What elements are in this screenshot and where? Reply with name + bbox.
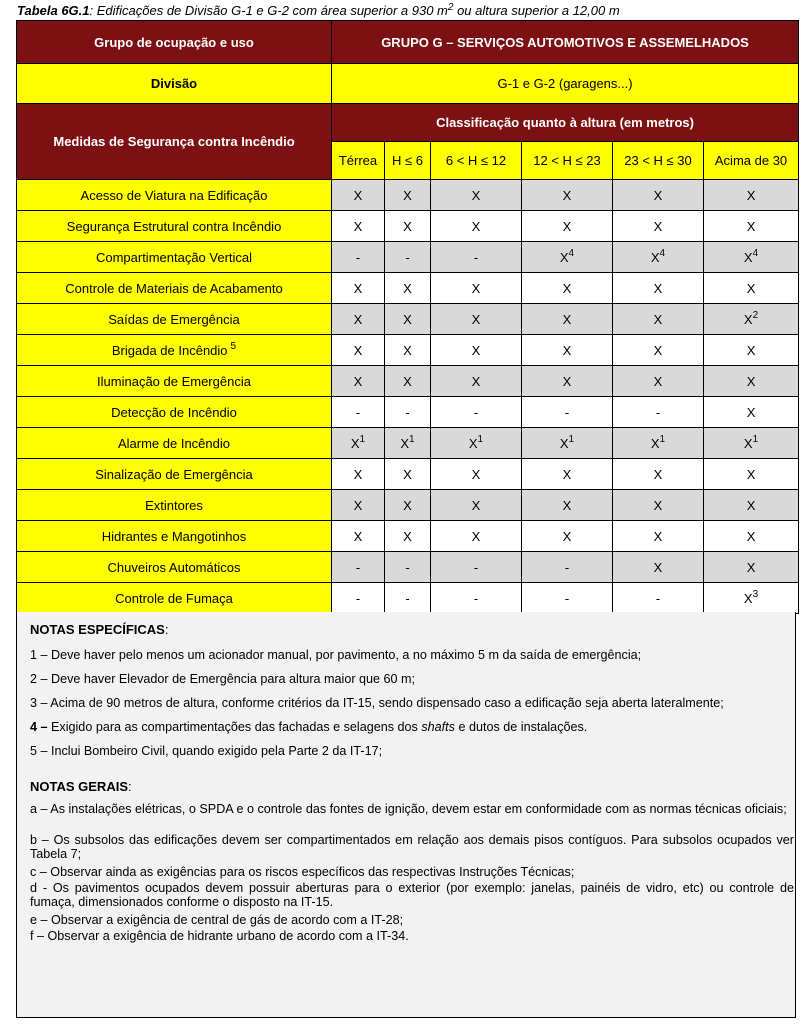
requirement-cell: [332, 552, 385, 583]
notes-panel: [16, 612, 796, 1018]
specific-note-4-text-c: e dutos de instalações.: [454, 720, 588, 734]
measure-name: [17, 242, 332, 273]
requirement-cell: [704, 273, 799, 304]
specific-notes-colon: :: [164, 622, 169, 637]
requirement-mark: -: [405, 404, 410, 420]
requirement-cell: [522, 459, 613, 490]
requirement-cell: [332, 304, 385, 335]
requirement-mark: X: [353, 373, 363, 389]
requirement-note-ref: 1: [659, 433, 666, 445]
requirement-mark: X: [653, 280, 663, 296]
requirement-mark: X: [353, 466, 363, 482]
requirement-mark: X: [746, 342, 756, 358]
requirement-mark: X: [403, 311, 412, 327]
measure-name-text: Alarme de Incêndio: [117, 435, 230, 451]
requirement-mark: -: [564, 590, 570, 606]
measure-name-text: Controle de Materiais de Acabamento: [65, 280, 283, 296]
requirement-mark: X: [353, 187, 363, 203]
measure-name-text: Hidrantes e Mangotinhos: [101, 528, 247, 544]
table-row: [17, 459, 799, 490]
measure-name: [17, 397, 332, 428]
measure-name: [17, 335, 332, 366]
requirement-mark: X: [562, 342, 572, 358]
requirement-cell: [613, 304, 704, 335]
general-note-a: a – As instalações elétricas, o SPDA e o controle das fontes de ignição, devem estar em conformidade com as normas técnicas oficiais;: [30, 802, 787, 816]
general-notes-colon: :: [128, 779, 132, 794]
measure-name: [17, 366, 332, 397]
requirement-cell: [522, 211, 613, 242]
requirement-mark: X: [403, 187, 412, 203]
requirement-cell: [704, 211, 799, 242]
general-note-c: c – Observar ainda as exigências para os riscos específicos das respectivas Instruções Técnicas;: [30, 865, 575, 879]
general-note-e: e – Observar a exigência de central de gás de acordo com a IT-28;: [30, 913, 404, 927]
requirement-mark: -: [405, 559, 410, 575]
measure-name: [17, 180, 332, 211]
requirement-cell: [385, 459, 431, 490]
column-header: 6 < H ≤ 12: [431, 142, 522, 180]
requirement-cell: [385, 552, 431, 583]
measure-name-text: Brigada de Incêndio: [111, 342, 228, 358]
division-label: Divisão: [17, 64, 332, 104]
requirement-cell: [522, 366, 613, 397]
table-caption: [17, 3, 620, 18]
requirement-cell: [332, 180, 385, 211]
requirement-mark: X: [403, 342, 412, 358]
requirement-mark: X: [403, 528, 412, 544]
column-header: H ≤ 6: [385, 142, 431, 180]
requirement-cell: [385, 242, 431, 273]
requirement-mark: -: [564, 404, 570, 420]
requirement-mark: -: [655, 590, 661, 606]
specific-note-3: 3 – Acima de 90 metros de altura, conforme critérios da IT-15, sendo dispensado caso a edificação seja aberta lateralmente;: [30, 696, 724, 710]
requirement-cell: [704, 490, 799, 521]
requirement-mark: -: [473, 590, 479, 606]
requirement-cell: [332, 397, 385, 428]
requirement-note-ref: 2: [752, 309, 759, 321]
requirement-cell: [704, 459, 799, 490]
requirement-mark: X: [471, 528, 481, 544]
requirement-mark: X: [562, 311, 572, 327]
requirement-mark: X: [653, 187, 663, 203]
requirement-note-ref: 4: [659, 247, 666, 259]
requirement-cell: [431, 242, 522, 273]
measure-name-text: Iluminação de Emergência: [97, 373, 251, 389]
requirement-cell: [385, 211, 431, 242]
requirement-cell: [522, 273, 613, 304]
requirement-mark: X: [403, 218, 412, 234]
requirement-cell: [332, 366, 385, 397]
requirement-mark: X: [562, 280, 572, 296]
requirement-mark: X: [403, 466, 412, 482]
caption-text: : Edificações de Divisão G-1 e G-2 com área superior a 930 m: [89, 3, 448, 18]
requirement-cell: [613, 428, 704, 459]
requirement-cell: [332, 242, 385, 273]
requirement-mark: X: [471, 311, 481, 327]
requirement-cell: [613, 335, 704, 366]
requirement-mark: X: [746, 280, 756, 296]
requirement-mark: X: [653, 559, 663, 575]
general-note-b: b – Os subsolos das edificações devem ser compartimentados em relação aos demais pisos contíguos. Para subsolos ocupados ver Tabela 7;: [30, 833, 794, 861]
measure-name: [17, 490, 332, 521]
specific-note-4: [30, 720, 587, 734]
measure-name-text: Chuveiros Automáticos: [107, 559, 241, 575]
requirement-cell: [613, 273, 704, 304]
requirement-mark: X: [559, 249, 569, 265]
requirement-mark: X: [471, 497, 481, 513]
requirement-mark: X: [653, 497, 663, 513]
requirement-mark: X: [353, 280, 363, 296]
requirement-cell: [332, 273, 385, 304]
requirement-mark: -: [405, 249, 410, 265]
requirement-note-ref: 1: [409, 433, 415, 445]
requirement-mark: X: [653, 466, 663, 482]
requirement-mark: X: [353, 342, 363, 358]
table-row: [17, 552, 799, 583]
requirement-mark: -: [355, 249, 361, 265]
requirement-cell: [385, 428, 431, 459]
measure-name-text: Compartimentação Vertical: [95, 249, 253, 265]
measure-name: [17, 211, 332, 242]
requirement-mark: X: [746, 218, 756, 234]
general-notes-heading: NOTAS GERAIS: [30, 779, 128, 794]
requirement-cell: [431, 180, 522, 211]
requirement-mark: X: [471, 187, 481, 203]
requirement-mark: X: [653, 218, 663, 234]
requirement-mark: X: [562, 497, 572, 513]
requirement-mark: X: [746, 466, 756, 482]
requirement-mark: -: [473, 249, 479, 265]
requirement-mark: -: [355, 590, 361, 606]
requirement-mark: X: [653, 528, 663, 544]
column-header: 23 < H ≤ 30: [613, 142, 704, 180]
measure-name: [17, 428, 332, 459]
general-notes-title: [30, 779, 132, 794]
classification-label: Classificação quanto à altura (em metros): [332, 104, 799, 142]
requirement-cell: [613, 211, 704, 242]
requirement-cell: [431, 273, 522, 304]
division-value: G-1 e G-2 (garagens...): [332, 64, 799, 104]
requirement-mark: X: [562, 187, 572, 203]
requirement-cell: [522, 490, 613, 521]
requirement-mark: X: [562, 528, 572, 544]
requirement-cell: [385, 366, 431, 397]
requirement-mark: X: [562, 218, 572, 234]
requirement-cell: [522, 304, 613, 335]
requirement-mark: -: [473, 404, 479, 420]
requirement-cell: [704, 428, 799, 459]
requirement-cell: [431, 366, 522, 397]
requirement-mark: X: [653, 373, 663, 389]
table-row: [17, 521, 799, 552]
requirement-cell: [522, 397, 613, 428]
measures-table: [16, 20, 799, 614]
requirement-mark: X: [471, 280, 481, 296]
requirement-cell: [704, 335, 799, 366]
measure-name-text: Segurança Estrutural contra Incêndio: [66, 218, 282, 234]
requirement-cell: [522, 583, 613, 614]
table-row: [17, 304, 799, 335]
requirement-cell: [704, 397, 799, 428]
measure-name-text: Controle de Fumaça: [115, 590, 233, 606]
requirement-cell: [431, 490, 522, 521]
requirement-mark: X: [400, 435, 410, 451]
requirement-cell: [385, 397, 431, 428]
specific-note-2: 2 – Deve haver Elevador de Emergência para altura maior que 60 m;: [30, 672, 416, 686]
requirement-mark: -: [405, 590, 410, 606]
requirement-note-ref: 4: [752, 247, 759, 259]
requirement-mark: X: [353, 218, 363, 234]
general-note-f: f – Observar a exigência de hidrante urbano de acordo com a IT-34.: [30, 929, 409, 943]
requirement-mark: X: [746, 559, 756, 575]
requirement-cell: [522, 180, 613, 211]
measure-name: [17, 521, 332, 552]
requirement-cell: [522, 552, 613, 583]
requirement-cell: [431, 428, 522, 459]
requirement-cell: [431, 583, 522, 614]
requirement-cell: [613, 180, 704, 211]
requirement-cell: [431, 397, 522, 428]
requirement-mark: X: [353, 497, 363, 513]
general-note-d: d - Os pavimentos ocupados devem possuir aberturas para o exterior (por exemplo: janelas, painéis de vidro, etc) ou controle de fumaça, dimensionados conforme o disposto na IT-15.: [30, 881, 794, 909]
requirement-cell: [613, 521, 704, 552]
requirement-cell: [385, 583, 431, 614]
requirement-cell: [704, 180, 799, 211]
requirement-mark: X: [743, 311, 753, 327]
requirement-mark: X: [746, 404, 756, 420]
requirement-mark: X: [471, 466, 481, 482]
measure-name: [17, 583, 332, 614]
requirement-note-ref: 1: [477, 433, 484, 445]
requirement-mark: X: [471, 373, 481, 389]
requirement-cell: [613, 583, 704, 614]
caption-tail: ou altura superior a 12,00 m: [453, 3, 620, 18]
requirement-mark: X: [653, 311, 663, 327]
requirement-mark: -: [564, 559, 570, 575]
measure-name: [17, 304, 332, 335]
measures-label: Medidas de Segurança contra Incêndio: [17, 104, 332, 180]
requirement-cell: [613, 490, 704, 521]
requirement-cell: [332, 335, 385, 366]
measure-name-text: Sinalização de Emergência: [95, 466, 253, 482]
requirement-mark: X: [746, 373, 756, 389]
requirement-mark: X: [403, 497, 412, 513]
requirement-cell: [522, 242, 613, 273]
table-row: [17, 242, 799, 273]
column-header: Térrea: [332, 142, 385, 180]
specific-note-5: 5 – Inclui Bombeiro Civil, quando exigido pela Parte 2 da IT-17;: [30, 744, 383, 758]
requirement-mark: X: [562, 466, 572, 482]
table-row: [17, 397, 799, 428]
requirement-note-ref: 3: [752, 588, 759, 600]
requirement-cell: [385, 273, 431, 304]
requirement-cell: [431, 335, 522, 366]
requirement-cell: [704, 552, 799, 583]
measure-name-text: Acesso de Viatura na Edificação: [80, 187, 268, 203]
requirement-mark: X: [746, 187, 756, 203]
requirement-mark: X: [559, 435, 569, 451]
table-row: [17, 273, 799, 304]
measure-name-text: Extintores: [145, 497, 203, 513]
requirement-cell: [431, 521, 522, 552]
table-row: [17, 180, 799, 211]
requirement-mark: X: [353, 528, 363, 544]
specific-note-4-text-a: Exigido para as compartimentações das fachadas e selagens dos: [47, 720, 422, 734]
specific-notes-heading: NOTAS ESPECÍFICAS: [30, 622, 165, 637]
requirement-mark: X: [743, 435, 753, 451]
requirement-mark: X: [746, 528, 756, 544]
requirement-cell: [332, 490, 385, 521]
requirement-cell: [613, 552, 704, 583]
requirement-cell: [431, 552, 522, 583]
requirement-cell: [704, 242, 799, 273]
table-row: [17, 366, 799, 397]
requirement-cell: [613, 242, 704, 273]
requirement-mark: X: [562, 373, 572, 389]
table-row: [17, 211, 799, 242]
requirement-mark: X: [468, 435, 478, 451]
caption-label: Tabela 6G.1: [17, 3, 90, 18]
requirement-cell: [613, 459, 704, 490]
requirement-cell: [431, 304, 522, 335]
specific-notes-title: [30, 622, 168, 637]
requirement-cell: [522, 521, 613, 552]
measure-name: [17, 273, 332, 304]
requirement-cell: [332, 211, 385, 242]
measure-name: [17, 459, 332, 490]
requirement-cell: [385, 521, 431, 552]
measure-name-text: Detecção de Incêndio: [111, 404, 237, 420]
requirement-cell: [385, 335, 431, 366]
requirement-note-ref: 1: [359, 433, 366, 445]
requirement-mark: -: [473, 559, 479, 575]
specific-note-4-text-b: shafts: [421, 720, 455, 734]
requirement-mark: -: [655, 404, 661, 420]
requirement-cell: [385, 180, 431, 211]
requirement-mark: X: [743, 249, 753, 265]
table-row: [17, 583, 799, 614]
table-row: [17, 335, 799, 366]
requirement-cell: [613, 397, 704, 428]
requirement-mark: X: [471, 342, 481, 358]
requirement-cell: [332, 459, 385, 490]
column-header: 12 < H ≤ 23: [522, 142, 613, 180]
requirement-mark: X: [650, 249, 660, 265]
requirement-mark: X: [403, 373, 412, 389]
table-row: [17, 428, 799, 459]
column-header: Acima de 30: [704, 142, 799, 180]
requirement-cell: [704, 583, 799, 614]
requirement-cell: [704, 304, 799, 335]
requirement-cell: [332, 583, 385, 614]
requirement-cell: [522, 335, 613, 366]
requirement-cell: [704, 366, 799, 397]
requirement-mark: X: [743, 590, 753, 606]
requirement-mark: X: [353, 311, 363, 327]
requirement-note-ref: 4: [568, 247, 575, 259]
requirement-mark: X: [653, 342, 663, 358]
requirement-mark: X: [403, 280, 412, 296]
group-value: GRUPO G – SERVIÇOS AUTOMOTIVOS E ASSEMELHADOS: [332, 21, 799, 64]
measure-name: [17, 552, 332, 583]
caption-sup: 2: [447, 2, 454, 13]
specific-note-1: 1 – Deve haver pelo menos um acionador manual, por pavimento, a no máximo 5 m da saída de emergência;: [30, 648, 642, 662]
requirement-cell: [431, 211, 522, 242]
requirement-mark: X: [350, 435, 360, 451]
requirement-cell: [332, 428, 385, 459]
requirement-cell: [522, 428, 613, 459]
requirement-mark: X: [650, 435, 660, 451]
requirement-cell: [704, 521, 799, 552]
measure-note-ref: 5: [230, 340, 237, 352]
specific-note-4-number: 4 –: [30, 720, 48, 734]
requirement-cell: [613, 366, 704, 397]
requirement-mark: X: [746, 497, 756, 513]
table-row: [17, 490, 799, 521]
requirement-mark: -: [355, 404, 361, 420]
requirement-note-ref: 1: [568, 433, 575, 445]
requirement-mark: X: [471, 218, 481, 234]
requirement-cell: [431, 459, 522, 490]
requirement-cell: [385, 490, 431, 521]
requirement-cell: [385, 304, 431, 335]
requirement-note-ref: 1: [752, 433, 759, 445]
requirement-cell: [332, 521, 385, 552]
requirement-mark: -: [355, 559, 361, 575]
measure-name-text: Saídas de Emergência: [108, 311, 240, 327]
group-label: Grupo de ocupação e uso: [17, 21, 332, 64]
